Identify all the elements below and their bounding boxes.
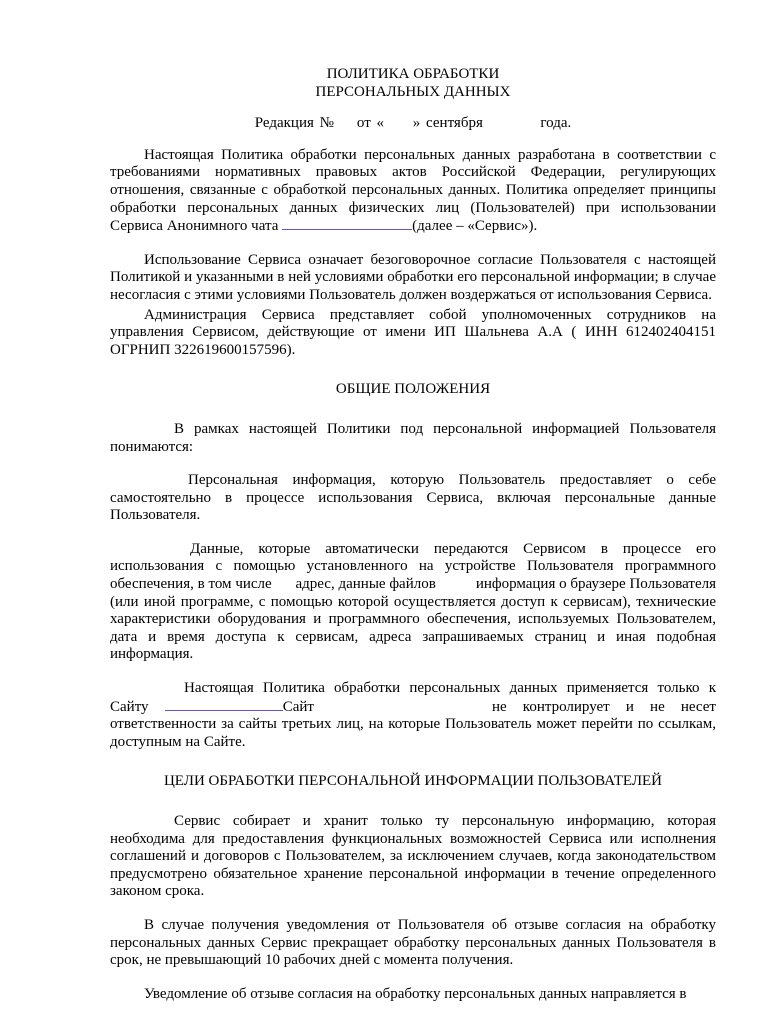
intro-text-a: Настоящая Политика обработки персональных данных разработана в соответствии с требованиями нормативных правовых актов Российской Федерации, регулирующих отношения, связанные с обработкой персональных данных. Политика определяет принципы обработки персональных данных физических лиц (Пользователей) при использовании Сервиса Анонимного чата <box>110 146 716 235</box>
general-intro-paragraph: В рамках настоящей Политики под персональной информацией Пользователя понимаются: <box>110 420 716 455</box>
intro-paragraph <box>110 147 716 236</box>
general-provisions-heading: ОБЩИЕ ПОЛОЖЕНИЯ <box>335 381 491 398</box>
withdrawal-paragraph: В случае получения уведомления от Пользователя об отзыве согласия на обработку персональных данных Сервис прекращает обработку персональных данных Пользователя в срок, не превышающий 10 рабочих дней с момента получения. <box>110 916 716 969</box>
goals-paragraph: Сервис собирает и хранит только ту персональную информацию, которая необходима для предоставления функциональных возможностей Сервиса или исполнения соглашений и договоров с Пользователем, за исключением случаев, когда законодательством предусмотрено обязательное хранение персональной информации в течение определенного законом срока. <box>110 813 716 900</box>
auto-data-paragraph <box>110 541 716 664</box>
intro-text-b: (далее – «Сервис»). <box>412 218 538 235</box>
site-scope-paragraph <box>110 680 716 751</box>
document-title <box>110 66 716 101</box>
site-scope-text-a: Настоящая Политика обработки персональных данных применяется только к Сайту <box>110 680 716 715</box>
auto-data-text-c: информация о браузере Пользователя (или иной программе, с помощью которой осуществляется доступ к сервисам), технические характеристики оборудования и программного обеспечения, используемых Пользователем, дата и время доступа к сервисам, адреса запрашиваемых страниц и иная подобная информация. <box>110 576 717 663</box>
site-scope-text-c: не контролирует и не несет ответственности за сайты третьих лиц, на которые Пользователь может перейти по ссылкам, доступным на Сайте. <box>110 698 716 750</box>
auto-data-text-b: адрес, данные файлов <box>295 576 436 593</box>
processing-goals-heading: ЦЕЛИ ОБРАБОТКИ ПЕРСОНАЛЬНОЙ ИНФОРМАЦИИ ПОЛЬЗОВАТЕЛЕЙ <box>163 773 663 790</box>
title-line-2: ПЕРСОНАЛЬНЫХ ДАННЫХ <box>315 83 511 100</box>
edition-line: Редакция № от « » сентября года. <box>254 115 572 132</box>
document-page <box>110 66 716 1003</box>
site-name-blank <box>165 698 283 711</box>
site-scope-text-b: Сайт <box>282 698 314 715</box>
notice-paragraph: Уведомление об отзыве согласия на обработку персональных данных направляется в <box>144 985 687 1002</box>
administration-paragraph: Администрация Сервиса представляет собой уполномоченных сотрудников на управления Сервисом, действующие от имени ИП Шальнева А.А ( ИНН 612402404151 ОГРНИП 322619600157596). <box>110 306 716 358</box>
agreement-paragraph: Использование Сервиса означает безоговорочное согласие Пользователя с настоящей Политикой и указанными в ней условиями обработки его персональной информации; в случае несогласия с этими условиями Пользователь должен воздержаться от использования Сервиса. <box>110 251 716 303</box>
personal-info-paragraph: Персональная информация, которую Пользователь предоставляет о себе самостоятельно в процессе использования Сервиса, включая персональные данные Пользователя. <box>110 472 716 524</box>
auto-data-text-a: Данные, которые автоматически передаются Сервисом в процессе его использования с помощью установленного на устройстве Пользователя программного обеспечения, в том числе <box>110 540 716 593</box>
title-line-1: ПОЛИТИКА ОБРАБОТКИ <box>326 66 500 82</box>
service-name-blank <box>282 217 412 230</box>
